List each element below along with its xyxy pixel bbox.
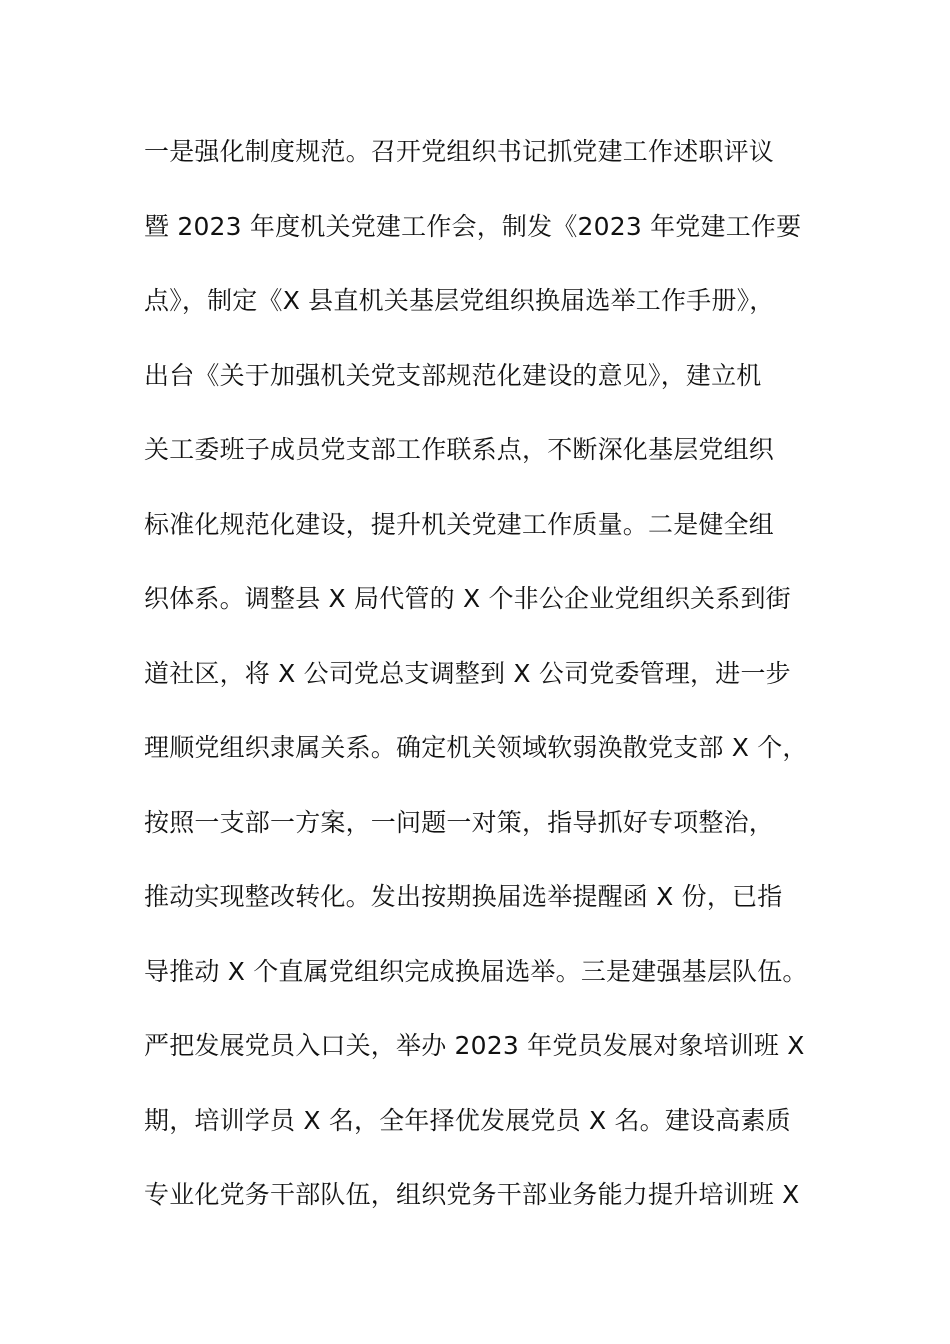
text-line-7: 织体系。调整县 X 局代管的 X 个非公企业党组织关系到街 [144, 584, 791, 613]
text-line-3: 点》，制定《X 县直机关基层党组织换届选举工作手册》， [144, 286, 775, 315]
text-line-1: 一是强化制度规范。召开党组织书记抓党建工作述职评议 [144, 137, 775, 166]
text-line-4: 出台《关于加强机关党支部规范化建设的意见》，建立机 [144, 360, 762, 390]
text-line-2: 暨 2023 年度机关党建工作会，制发《2023 年党建工作要 [144, 211, 802, 241]
text-line-5: 关工委班子成员党支部工作联系点，不断深化基层党组织 [144, 435, 775, 464]
body-paragraph [144, 126, 844, 1244]
text-line-14: 期，培训学员 X 名，全年择优发展党员 X 名。建设高素质 [144, 1105, 791, 1135]
text-line-9: 理顺党组织隶属关系。确定机关领域软弱涣散党支部 X 个， [144, 733, 808, 762]
text-line-6: 标准化规范化建设，提升机关党建工作质量。二是健全组 [144, 509, 775, 539]
text-line-12: 导推动 X 个直属党组织完成换届选举。三是建强基层队伍。 [144, 956, 808, 986]
text-line-11: 推动实现整改转化。发出按期换届选举提醒函 X 份，已指 [144, 882, 783, 911]
text-line-10: 按照一支部一方案，一问题一对策，指导抓好专项整治， [144, 807, 775, 837]
text-line-13: 严把发展党员入口关，举办 2023 年党员发展对象培训班 X [144, 1031, 805, 1060]
text-line-15: 专业化党务干部队伍，组织党务干部业务能力提升培训班 X [144, 1180, 800, 1209]
text-line-8: 道社区，将 X 公司党总支调整到 X 公司党委管理，进一步 [144, 658, 791, 688]
